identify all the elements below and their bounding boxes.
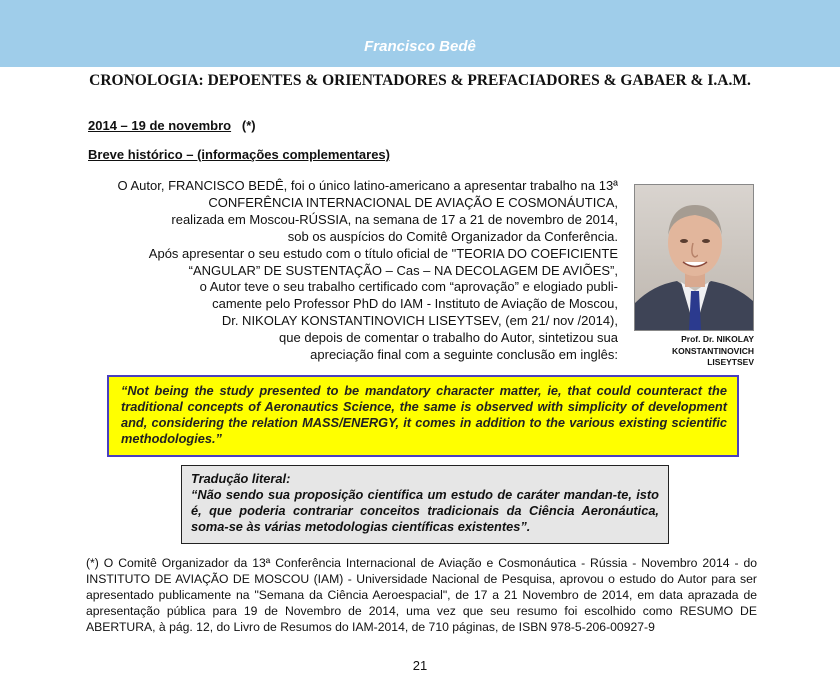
- photo-caption-line: KONSTANTINOVICH: [671, 345, 754, 356]
- intro-line: apreciação final com a seguinte conclusão em inglês:: [310, 347, 618, 363]
- entry-date: 2014 – 19 de novembro: [88, 118, 232, 133]
- professor-photo: [634, 184, 754, 331]
- author-name: Francisco Bedê: [364, 38, 476, 55]
- translation-heading: Tradução literal:: [191, 471, 291, 486]
- intro-line: camente pelo Professor PhD do IAM - Instituto de Aviação de Moscou,: [212, 296, 618, 312]
- photo-caption: [628, 334, 754, 369]
- intro-line: que depois de comentar o trabalho do Autor, sintetizou sua: [279, 330, 618, 346]
- intro-line: O Autor, FRANCISCO BEDÊ, foi o único latino-americano a apresentar trabalho na 13ª: [117, 178, 618, 193]
- translation-box: [181, 465, 669, 544]
- intro-paragraph: [76, 178, 618, 364]
- footnote: (*) O Comitê Organizador da 13ª Conferência Internacional de Aviação e Cosmonáutica - Rússia - Novembro 2014 - do INSTITUTO DE AVIAÇÃO DE MOSCOU (IAM) - Universidade Nacional de Pesquisa, aprovou o estudo do Autor para ser apresentado publicamente na "Semana da Ciência Aeroespacial", de 17 a 21 Novembro de 2014, em data aprazada de apresentação pública para 19 de Novembro de 2014, uma vez que seu resumo foi escolhido como RESUMO DE ABERTURA, à pág. 12, do Livro de Resumos do IAM-2014, de 710 páginas, de ISBN 978-5-206-00927-9: [86, 556, 757, 634]
- intro-line: “ANGULAR” DE SUSTENTAÇÃO – Cas – NA DECOLAGEM DE AVIÕES”,: [188, 262, 618, 278]
- chronology-title: CRONOLOGIA: DEPOENTES & ORIENTADORES & PREFACIADORES & GABAER & I.A.M.: [89, 72, 751, 89]
- entry-date-mark: (*): [241, 118, 256, 133]
- translation-text: “Não sendo sua proposição científica um estudo de caráter mandan-te, isto é, que poderia contrariar conceitos tradicionais da Ciência Aeronáutica, soma-se às várias metodologias científicas existentes”.: [191, 487, 659, 534]
- photo-caption-line: Prof. Dr. NIKOLAY: [681, 334, 754, 344]
- page-number: 21: [412, 658, 428, 673]
- intro-line: Após apresentar o seu estudo com o título oficial de "TEORIA DO COEFICIENTE: [148, 245, 618, 261]
- intro-line: realizada em Moscou-RÚSSIA, na semana de 17 a 21 de novembro de 2014,: [171, 211, 618, 227]
- intro-line: Dr. NIKOLAY KONSTANTINOVICH LISEYTSEV, (em 21/ nov /2014),: [221, 313, 618, 329]
- header-band: [0, 0, 840, 67]
- photo-caption-line: LISEYTSEV: [707, 357, 754, 367]
- intro-line: CONFERÊNCIA INTERNACIONAL DE AVIAÇÃO E COSMONÁUTICA,: [208, 194, 618, 210]
- entry-date-line: [88, 118, 256, 133]
- intro-line: o Autor teve o seu trabalho certificado com “aprovação” e elogiado publi-: [199, 279, 618, 295]
- intro-line: sob os auspícios do Comitê Organizador da Conferência.: [287, 228, 618, 244]
- english-quote-box: “Not being the study presented to be mandatory character matter, ie, that could counteract the traditional concepts of Aeronautics Science, the same is observed with simplicity of development and, considering the relation MASS/ENERGY, it comes in addition to the various existing scientific methodologies.”: [107, 375, 739, 457]
- brief-history-heading: Breve histórico – (informações complementares): [88, 147, 390, 162]
